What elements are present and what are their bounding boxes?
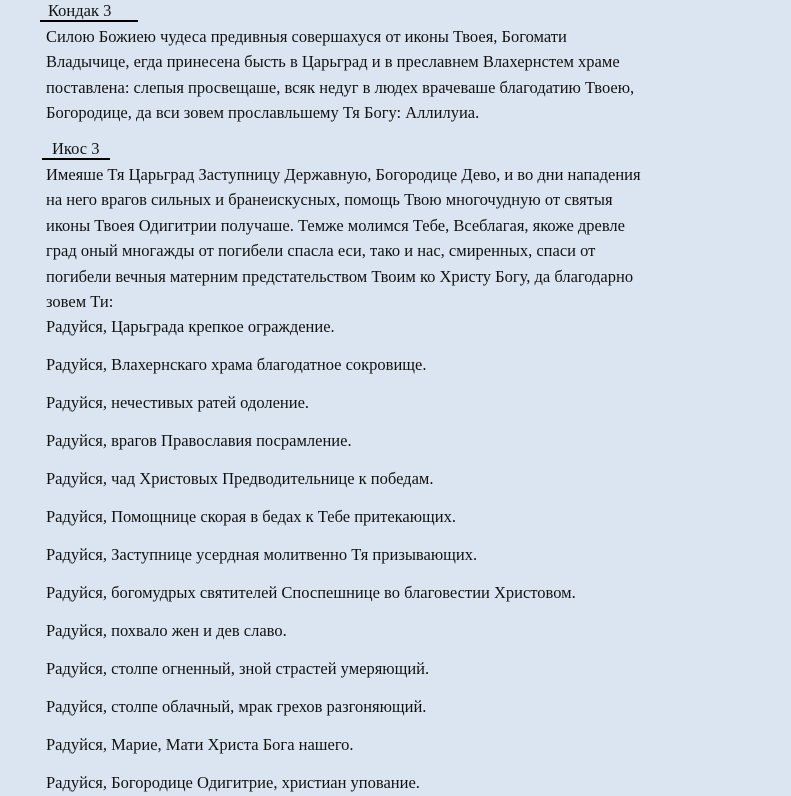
kondak-text	[46, 24, 746, 126]
ikos-intro-line: Имеяше Тя Царьград Заступницу Державную, Богородице Дево, и во дни нападения	[46, 165, 641, 184]
greeting-line: Радуйся, Влахернскаго храма благодатное сокровище.	[46, 355, 427, 375]
ikos-intro-line: погибели вечныя матерним предстательством Твоим ко Христу Богу, да благодарно	[46, 266, 634, 286]
kondak-line: Силою Божиею чудеса предивныя совершахуся от иконы Твоея, Богомати	[46, 27, 567, 46]
ikos-intro-line: иконы Твоея Одигитрии получаше. Темже молимся Тебе, Всеблагая, якоже древле	[46, 215, 625, 235]
greeting-line: Радуйся, Царьграда крепкое ограждение.	[46, 317, 335, 337]
greeting-line: Радуйся, врагов Православия посрамление.	[46, 431, 352, 451]
ikos-text	[46, 162, 746, 796]
ikos-intro-line: на него врагов сильных и бранеискусных, помощь Твою многочудную от святыя	[46, 190, 613, 210]
greeting-line: Радуйся, Помощнице скорая в бедах к Тебе притекающих.	[46, 507, 456, 527]
greeting-line: Радуйся, похвало жен и дев славо.	[46, 621, 287, 641]
greeting-line: Радуйся, Марие, Мати Христа Бога нашего.	[46, 735, 354, 755]
ikos-intro-line: град оный многажды от погибели спасла еси, тако и нас, смиренных, спаси от	[46, 241, 596, 261]
kondak-title: Кондак 3	[48, 1, 112, 20]
greeting-line: Радуйся, Богородице Одигитрие, христиан упование.	[46, 773, 420, 793]
ikos-intro-line: зовем Ти:	[46, 292, 114, 312]
greeting-line: Радуйся, Заступнице усердная молитвенно Тя призывающих.	[46, 545, 478, 565]
greeting-line: Радуйся, богомудрых святителей Споспешнице во благовестии Христовом.	[46, 583, 576, 603]
greeting-line: Радуйся, столпе облачный, мрак грехов разгоняющий.	[46, 697, 427, 717]
greeting-line: Радуйся, столпе огненный, зной страстей умеряющий.	[46, 659, 430, 679]
greeting-line: Радуйся, нечестивых ратей одоление.	[46, 393, 310, 413]
greeting-line: Радуйся, чад Христовых Предводительнице к победам.	[46, 469, 434, 489]
kondak-line: Владычице, егда принесена бысть в Царьград и в преславнем Влахернстем храме	[46, 52, 620, 72]
kondak-line: поставлена: слепыя просвещаше, всяк недуг в людех врачеваше благодатию Твоею,	[46, 77, 635, 97]
kondak-line: Богородице, да вси зовем прославльшему Тя Богу: Аллилуиа.	[46, 103, 480, 123]
ikos-title: Икос 3	[52, 139, 100, 158]
